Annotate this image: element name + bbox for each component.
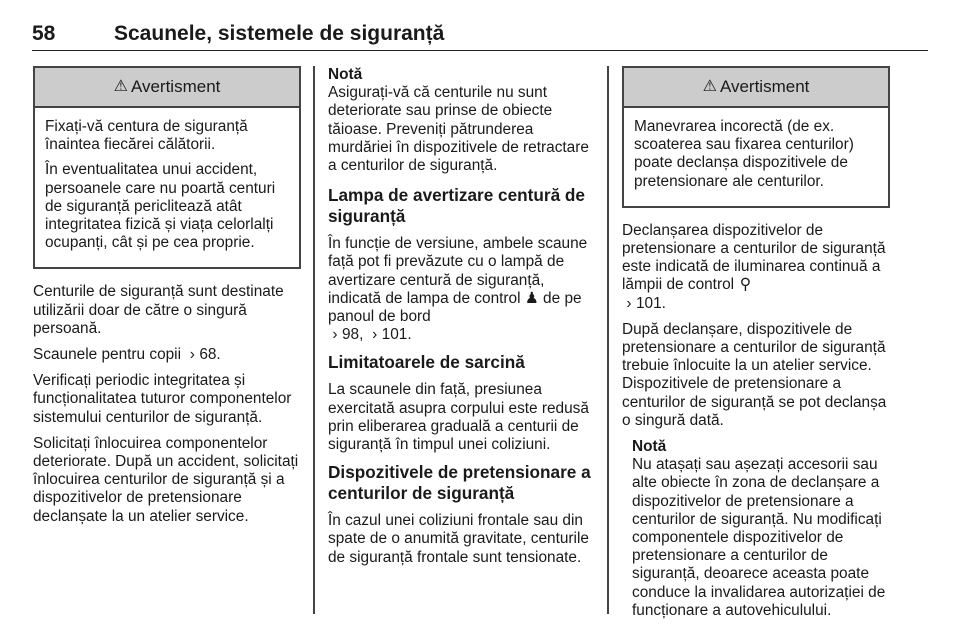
page-reference[interactable]: 101. <box>636 294 666 312</box>
paragraph: În funcție de versiune, ambele scaune față pot fi prevăzute cu o lampă de avertizare centură de siguranță, indicată de lampa de control ♟ de pe panoul de bord › 98, › 101. <box>328 235 588 344</box>
paragraph: Solicitați înlocuirea componentelor deteriorate. După un accident, solicitați înlocuirea centurilor de siguranță și a dispozitivelor de pretensionare declanșate la un atelier service. <box>33 434 299 525</box>
paragraph: Declanșarea dispozitivelor de pretensionare a centurilor de siguranță este indicată de iluminarea continuă a lămpii de control ⚲ › 101. <box>622 221 886 312</box>
section-heading: Lampa de avertizare centură de siguranță <box>328 185 585 227</box>
note-text: Nu atașați sau așezați accesorii sau alte obiecte în zona de declanșare a dispozitivelor de pretensionare a centurilor de siguranță. Nu modificați componentele dispozitivelor de pretensionare a centurilor de siguranță, deoarece aceasta poate conduce la invalidarea autorizației de funcționare a autovehiculului. <box>632 456 886 619</box>
column-left <box>33 66 301 534</box>
warning-header <box>624 68 888 108</box>
page-title: Scaunele, sistemele de siguranță <box>114 22 445 45</box>
paragraph: După declanșare, dispozitivele de pretensionare a centurilor de siguranță trebuie înlocuite la un atelier service. Dispozitivele de pretensionare a centurilor de siguranță se pot declanșa o singură dată. <box>622 320 887 429</box>
page-reference-arrow-icon: › <box>626 294 632 312</box>
page-header <box>32 22 928 51</box>
page-reference[interactable]: 68. <box>199 346 221 364</box>
warning-box <box>33 66 301 269</box>
warning-box <box>622 66 890 208</box>
note-block <box>328 66 596 175</box>
airbag-pretensioner-icon: ⚲ <box>739 276 751 294</box>
warning-title: Avertisment <box>130 76 221 96</box>
warning-triangle-icon: ⚠ <box>113 77 128 95</box>
warning-triangle-icon: ⚠ <box>702 77 717 95</box>
seatbelt-warning-icon: ♟ <box>524 289 539 307</box>
paragraph: În cazul unei coliziuni frontale sau din spate de o anumită gravitate, centurile de siguranță frontale sunt tensionate. <box>328 512 589 566</box>
warning-text: Manevrarea incorectă (de ex. scoaterea sau fixarea centurilor) poate declanșa dispozitivele de pretensionare ale centurilor. <box>634 118 854 190</box>
warning-text: În eventualitatea unui accident, persoanele care nu poartă centuri de siguranță periclitează atât integritatea fizică și viața celorlalți ocupanți, cât și pe cea proprie. <box>45 161 276 252</box>
paragraph: Verificați periodic integritatea și funcționalitatea tuturor componentelor sistemului centurilor de siguranță. <box>33 372 292 426</box>
warning-title: Avertisment <box>719 76 810 96</box>
column-divider <box>313 66 315 614</box>
section-heading: Limitatoarele de sarcină <box>328 352 525 373</box>
column-middle <box>328 66 596 575</box>
page-number: 58 <box>32 22 56 45</box>
page-reference-arrow-icon: › <box>372 326 378 344</box>
note-text: Asigurați-vă că centurile nu sunt deteriorate sau prinse de obiecte tăioase. Preveniți pătrunderea murdăriei în dispozitivele de retractare a centurilor de siguranță. <box>328 84 589 175</box>
page-reference-arrow-icon: › <box>332 326 338 344</box>
page-reference[interactable]: 101. <box>381 326 412 344</box>
column-divider <box>607 66 609 614</box>
warning-header <box>35 68 299 108</box>
paragraph: Scaunele pentru copii › 68. <box>33 346 221 364</box>
page-reference-arrow-icon: › <box>189 346 195 364</box>
note-title: Notă <box>632 438 667 456</box>
note-title: Notă <box>328 66 363 83</box>
column-right <box>622 66 890 630</box>
note-block <box>632 438 890 620</box>
warning-text: Fixați-vă centura de siguranță înaintea fiecărei călătorii. <box>45 118 248 154</box>
paragraph: La scaunele din față, presiunea exercitată asupra corpului este redusă prin eliberarea graduală a centurii de siguranță în timpul unei coliziuni. <box>328 381 589 454</box>
paragraph: Centurile de siguranță sunt destinate utilizării doar de către o singură persoană. <box>33 283 284 337</box>
section-heading: Dispozitivele de pretensionare a centurilor de siguranță <box>328 462 591 504</box>
page-reference[interactable]: 98, <box>342 326 368 344</box>
